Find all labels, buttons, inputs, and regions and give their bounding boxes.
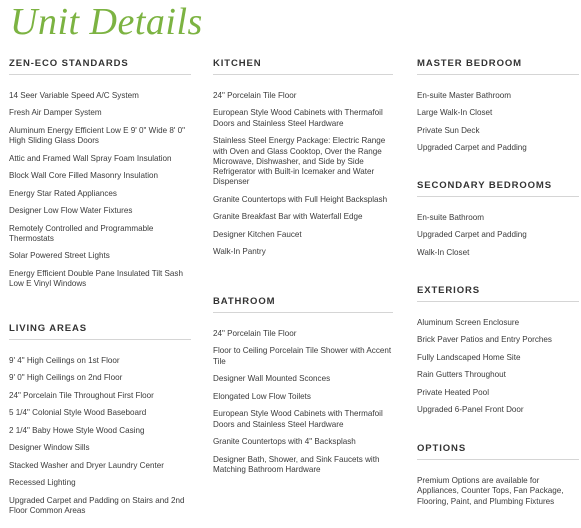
list-item: 9' 4" High Ceilings on 1st Floor [9, 356, 120, 365]
list-item: 24" Porcelain Tile Throughout First Floor [9, 390, 154, 400]
item-list [213, 329, 393, 475]
list-item: Upgraded Carpet and Padding [417, 230, 527, 240]
item-list [417, 213, 579, 258]
section-living-areas [9, 323, 191, 524]
list-item: Granite Breakfast Bar with Waterfall Edge [213, 212, 363, 222]
list-item: Walk-In Closet [417, 247, 470, 257]
list-item: Aluminum Screen Enclosure [417, 318, 520, 327]
list-item: Attic and Framed Wall Spray Foam Insulation [9, 153, 172, 163]
list-item: Private Sun Deck [417, 125, 480, 135]
list-item: 24" Porcelain Tile Floor [213, 91, 297, 100]
options-note: Premium Options are available for Appliances, Counter Tops, Fan Package, Flooring, Paint, and Plumbing Fixtures [417, 476, 564, 506]
section-heading: SECONDARY BEDROOMS [417, 180, 579, 197]
list-item: Recessed Lighting [9, 478, 76, 488]
list-item: 24" Porcelain Tile Floor [213, 329, 297, 338]
list-item: Designer Low Flow Water Fixtures [9, 206, 133, 216]
list-item: Floor to Ceiling Porcelain Tile Shower with Accent Tile [213, 346, 392, 366]
list-item: Fresh Air Damper System [9, 108, 102, 118]
item-list [9, 91, 191, 290]
list-item: Brick Paver Patios and Entry Porches [417, 335, 552, 345]
list-item: Energy Star Rated Appliances [9, 188, 117, 198]
list-item: Designer Bath, Shower, and Sink Faucets with Matching Bathroom Hardware [213, 454, 380, 474]
section-heading: OPTIONS [417, 443, 579, 460]
list-item: Energy Efficient Double Pane Insulated Tilt Sash Low E Vinyl Windows [9, 268, 183, 289]
section-master-bedroom [417, 58, 579, 161]
section-heading: BATHROOM [213, 296, 393, 313]
list-item: Upgraded 6-Panel Front Door [417, 405, 524, 415]
section-heading: KITCHEN [213, 58, 393, 75]
item-list [9, 356, 191, 516]
item-list [417, 91, 579, 154]
list-item: Rain Gutters Throughout [417, 370, 506, 380]
section-heading: MASTER BEDROOM [417, 58, 579, 75]
item-list [213, 91, 393, 258]
list-item: Aluminum Energy Efficient Low E 9' 0" Wide 8' 0" High Sliding Glass Doors [9, 125, 186, 146]
list-item: Designer Window Sills [9, 443, 90, 453]
list-item: 2 1/4" Baby Howe Style Wood Casing [9, 425, 145, 435]
list-item: European Style Wood Cabinets with Thermafoil Doors and Stainless Steel Hardware [213, 108, 383, 128]
list-item: 14 Seer Variable Speed A/C System [9, 91, 139, 100]
list-item: Elongated Low Flow Toilets [213, 391, 311, 401]
section-heading: EXTERIORS [417, 285, 579, 302]
list-item: Large Walk-In Closet [417, 108, 493, 118]
list-item: 9' 0" High Ceilings on 2nd Floor [9, 373, 123, 383]
list-item: Upgraded Carpet and Padding [417, 143, 527, 153]
list-item: Granite Countertops with 4" Backsplash [213, 437, 356, 447]
list-item: 5 1/4" Colonial Style Wood Baseboard [9, 408, 147, 418]
list-item: En-suite Master Bathroom [417, 91, 512, 100]
section-heading: LIVING AREAS [9, 323, 191, 340]
list-item: Designer Wall Mounted Sconces [213, 374, 331, 384]
list-item: Granite Countertops with Full Height Backsplash [213, 194, 388, 204]
section-heading: ZEN-ECO STANDARDS [9, 58, 191, 75]
list-item: Fully Landscaped Home Site [417, 352, 521, 362]
section-kitchen [213, 58, 393, 265]
item-list [417, 318, 579, 416]
section-secondary-bedrooms [417, 180, 579, 265]
list-item: Designer Kitchen Faucet [213, 229, 302, 239]
list-item: Solar Powered Street Lights [9, 251, 110, 261]
list-item: European Style Wood Cabinets with Thermafoil Doors and Stainless Steel Hardware [213, 409, 383, 429]
list-item: Upgraded Carpet and Padding on Stairs and 2nd Floor Common Areas [9, 495, 185, 516]
list-item: Stainless Steel Energy Package: Electric Range with Oven and Glass Cooktop, Over the Range Microwave, Dishwasher, and Side by Side Refrigerator with Built-in Icemaker and Water Dispenser [213, 136, 386, 187]
section-bathroom [213, 296, 393, 482]
section-options [417, 443, 579, 507]
list-item: Remotely Controlled and Programmable Thermostats [9, 223, 154, 243]
page-title: Unit Details [10, 1, 203, 43]
list-item: Walk-In Pantry [213, 247, 266, 257]
section-zen-eco-standards [9, 58, 191, 297]
list-item: Block Wall Core Filled Masonry Insulation [9, 171, 159, 181]
list-item: En-suite Bathroom [417, 213, 485, 222]
list-item: Stacked Washer and Dryer Laundry Center [9, 460, 164, 470]
section-exteriors [417, 285, 579, 423]
list-item: Private Heated Pool [417, 387, 489, 397]
